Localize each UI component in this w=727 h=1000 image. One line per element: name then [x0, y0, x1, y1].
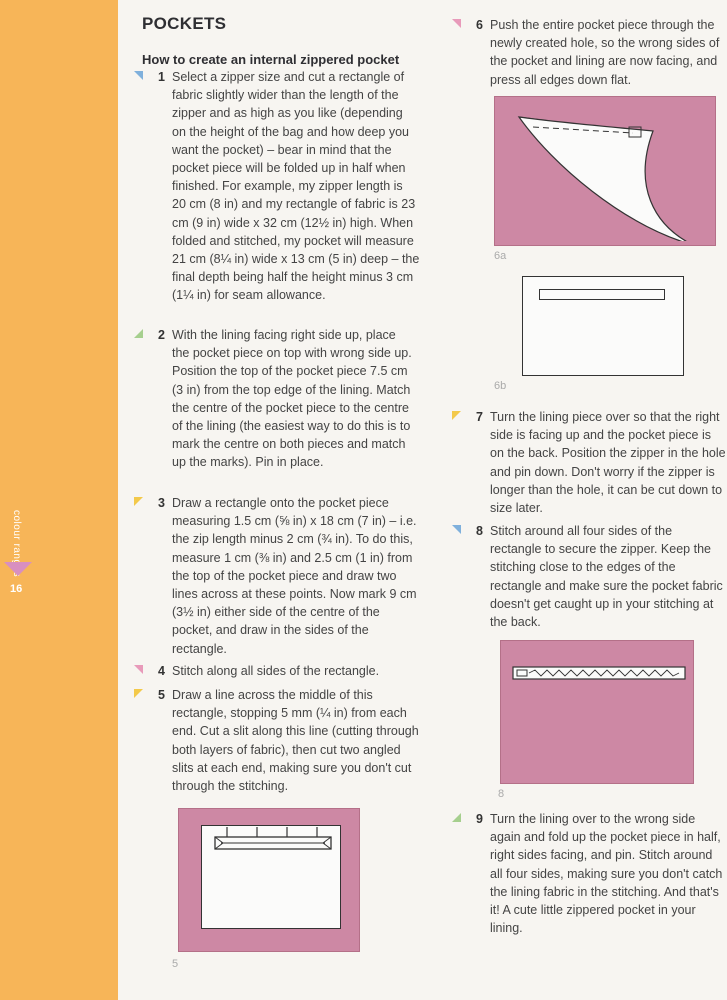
- step-number: 8: [476, 524, 483, 538]
- step-number: 2: [158, 328, 165, 342]
- step-text: Stitch around all four sides of the rectangle to secure the zipper. Keep the stitching close to the edges of the rectangle and make sure the pocket fabric doesn't get caught up in your stitching at the back.: [490, 524, 723, 630]
- step-text: Draw a line across the middle of this rectangle, stopping 5 mm (¼ in) from each end. Cut a slit along this line (cutting through both layers of fabric), then cut two angled slits at each end, making sure you don't cut through the stitching.: [172, 688, 419, 794]
- sidebar-label: colour ranges: [11, 510, 22, 578]
- step-text: Select a zipper size and cut a rectangle of fabric slightly wider than the length of the zipper and as high as you like (depending on the height of the bag and how deep you want the pocket) – bear in mind that the pocket piece will be folded up in half when finished. For example, my zipper length is 20 cm (8 in) and my rectangle of fabric is 23 cm (9 in) wide x 32 cm (12½ in) high. When folded and stitched, my pocket will measure 21 cm (8¼ in) wide x 13 cm (5 in) deep – the final depth being half the height minus 3 cm (1¼ in) for seam allowance.: [172, 70, 420, 303]
- step-7: [476, 408, 726, 517]
- step-number: 4: [158, 664, 165, 678]
- figure-5-caption: 5: [172, 958, 179, 970]
- step-text: Stitch along all sides of the rectangle.: [172, 664, 380, 678]
- step-text: Draw a rectangle onto the pocket piece measuring 1.5 cm (⅝ in) x 18 cm (7 in) – i.e. the zip length minus 2 cm (¾ in). To do this, measure 1 cm (⅜ in) and 2.5 cm (1 in) from the top of the pocket piece and draw two lines across at these points. Now mark 9 cm (3½ in) either side of the centre of the pocket, and draw in the sides of the rectangle.: [172, 496, 417, 656]
- step-2: [158, 326, 412, 472]
- page: [118, 0, 727, 1000]
- step-number: 6: [476, 18, 483, 32]
- step-number: 9: [476, 812, 483, 826]
- figure-6a-caption: 6a: [494, 250, 507, 262]
- sidebar-arrow-icon: [4, 562, 32, 576]
- step-marker-icon: [134, 665, 143, 674]
- figure-5: [178, 808, 360, 952]
- figure-8-caption: 8: [498, 788, 505, 800]
- zipper-window: [539, 289, 665, 300]
- step-4: [158, 662, 422, 680]
- section-subtitle: How to create an internal zippered pocket: [142, 52, 400, 67]
- step-8: [476, 522, 726, 631]
- folded-pocket-diagram: [503, 105, 713, 241]
- step-number: 3: [158, 496, 165, 510]
- step-text: Turn the lining over to the wrong side again and fold up the pocket piece in half, right sides facing, and pin. Stitch around all four sides, making sure you don't catch the lining fabric in the stitching. And that's it! A cute little zippered pocket in your lining.: [490, 812, 723, 936]
- figure-8: [500, 640, 694, 784]
- page-number: 16: [10, 583, 23, 595]
- step-3: [158, 494, 422, 658]
- figure-6a: [494, 96, 716, 246]
- figure-6b: [522, 276, 684, 376]
- step-9: [476, 810, 726, 937]
- sidebar: [0, 0, 118, 1000]
- step-number: 7: [476, 410, 483, 424]
- page-title: POCKETS: [142, 14, 227, 33]
- step-marker-icon: [134, 71, 143, 80]
- step-marker-icon: [452, 411, 461, 420]
- step-number: 5: [158, 688, 165, 702]
- stitched-zipper-diagram: [511, 661, 687, 685]
- figure-6b-caption: 6b: [494, 380, 507, 392]
- step-marker-icon: [452, 813, 461, 822]
- step-marker-icon: [452, 19, 461, 28]
- step-text: Turn the lining piece over so that the right side is facing up and the pocket piece is on the back. Position the zipper in the hole and pin down. Don't worry if the zipper is longer than the hole, it can be cut down to size later.: [490, 410, 726, 516]
- step-1: [158, 68, 420, 305]
- step-6: [476, 16, 726, 89]
- step-marker-icon: [134, 497, 143, 506]
- step-number: 1: [158, 70, 165, 84]
- step-text: With the lining facing right side up, place the pocket piece on top with wrong side up. Position the top of the pocket piece 7.5 cm (3 in) from the top edge of the lining. Match the centre of the pocket piece to the centre of the lining (the easiest way to do this is to mark the centre on both pieces and match up the marks). Pin in place.: [172, 328, 412, 470]
- step-marker-icon: [134, 329, 143, 338]
- step-5: [158, 686, 422, 795]
- step-marker-icon: [134, 689, 143, 698]
- step-marker-icon: [452, 525, 461, 534]
- step-text: Push the entire pocket piece through the newly created hole, so the wrong sides of the pocket and lining are now facing, and press all edges down flat.: [490, 18, 720, 87]
- zipper-slit-diagram: [213, 825, 333, 861]
